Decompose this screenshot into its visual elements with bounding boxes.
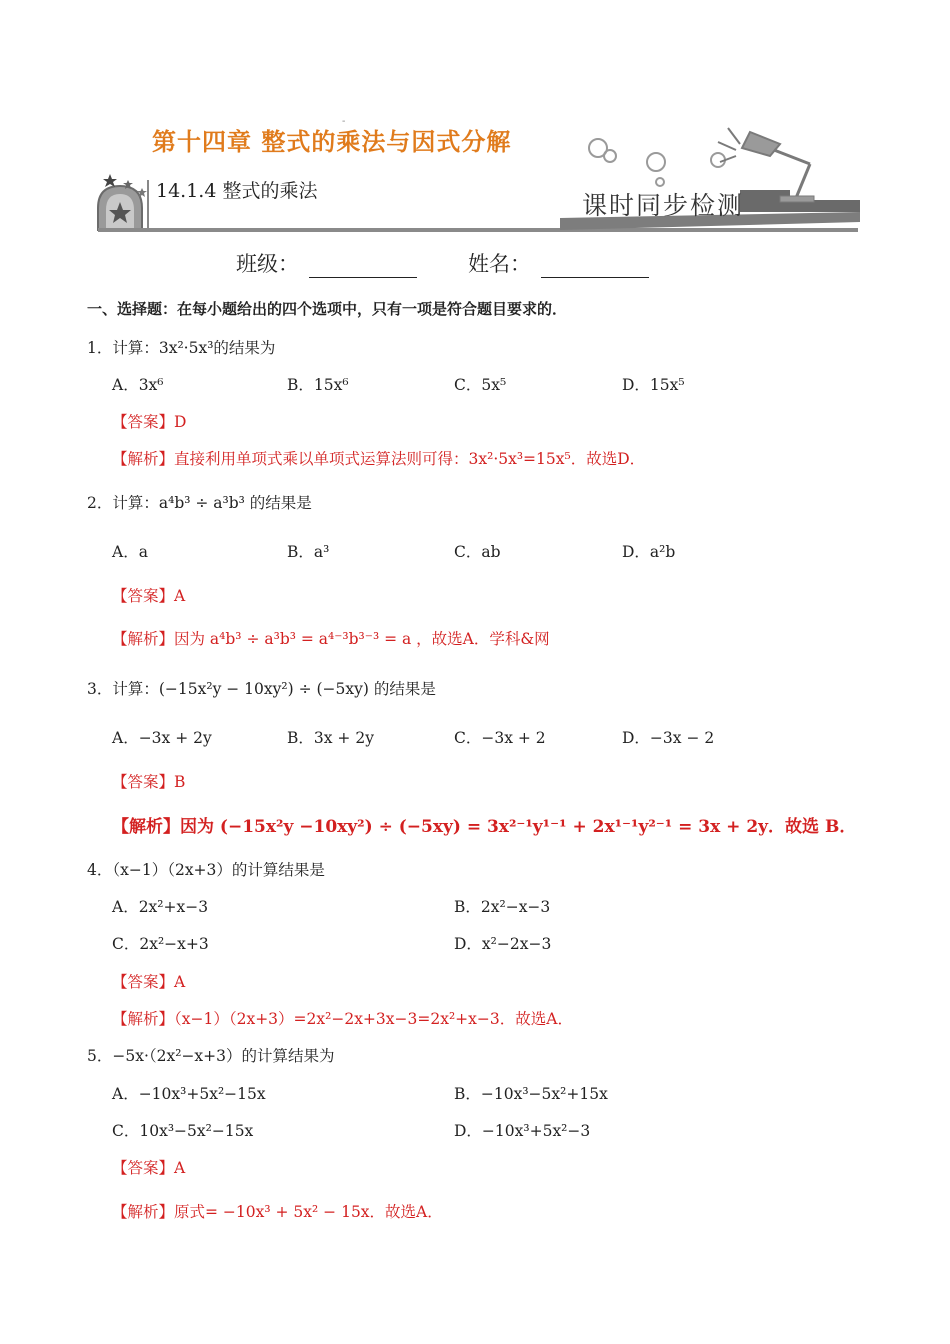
question-2-answer: 【答案】A — [112, 587, 186, 605]
question-2-option-c: C．ab — [454, 543, 501, 561]
chapter-title: 第十四章 整式的乘法与因式分解 — [152, 128, 512, 156]
banner-title: 课时同步检测 — [582, 191, 745, 220]
question-3-option-a: A．−3x + 2y — [112, 729, 212, 747]
question-4-answer: 【答案】A — [112, 973, 186, 991]
header-dot: ‐ — [342, 116, 346, 127]
question-3-analysis: 【解析】因为 (−15x²y −10xy²) ÷ (−5xy) = 3x²⁻¹y¹⁻¹ + 2x¹⁻¹y²⁻¹ = 3x + 2y．故选 B． — [112, 817, 857, 837]
section-instruction: 一、选择题：在每小题给出的四个选项中，只有一项是符合题目要求的． — [87, 300, 568, 318]
question-4-stem: 4．（x−1）（2x+3）的计算结果是 — [87, 861, 325, 879]
question-5-option-b: B．−10x³−5x²+15x — [454, 1085, 608, 1103]
question-3-option-b: B．3x + 2y — [287, 729, 374, 747]
question-2-analysis: 【解析】因为 a⁴b³ ÷ a³b³ = a⁴⁻³b³⁻³ = a ，故选A．学科&网 — [112, 630, 550, 648]
question-5-option-a: A．−10x³+5x²−15x — [112, 1085, 266, 1103]
question-5-answer: 【答案】A — [112, 1159, 186, 1177]
question-5-stem: 5．−5x·（2x²−x+3）的计算结果为 — [87, 1047, 335, 1065]
question-5-analysis: 【解析】原式= −10x³ + 5x² − 15x．故选A． — [112, 1203, 443, 1221]
bubbles-icon — [589, 139, 725, 186]
question-1-stem: 1．计算：3x²·5x³的结果为 — [87, 339, 276, 357]
question-1-option-a: A．3x⁶ — [112, 376, 164, 394]
question-5-option-c: C．10x³−5x²−15x — [112, 1122, 254, 1140]
question-4-analysis: 【解析】（x−1）（2x+3）=2x²−2x+3x−3=2x²+x−3．故选A． — [112, 1010, 573, 1028]
question-4-option-b: B．2x²−x−3 — [454, 898, 551, 916]
question-1-option-d: D．15x⁵ — [622, 376, 685, 394]
question-3-option-d: D．−3x − 2 — [622, 729, 715, 747]
question-2-option-a: A．a — [112, 543, 148, 561]
question-1-option-c: C．5x⁵ — [454, 376, 507, 394]
class-blank[interactable] — [309, 257, 417, 278]
name-field — [468, 248, 649, 278]
question-2-option-b: B．a³ — [287, 543, 330, 561]
star-badge-icon — [98, 174, 148, 232]
name-label: 姓名： — [468, 252, 531, 276]
question-5-option-d: D．−10x³+5x²−3 — [454, 1122, 591, 1140]
question-2-option-d: D．a²b — [622, 543, 676, 561]
name-blank[interactable] — [541, 257, 649, 278]
question-4-option-a: A．2x²+x−3 — [112, 898, 209, 916]
question-4-option-d: D．x²−2x−3 — [454, 935, 552, 953]
question-1-answer: 【答案】D — [112, 413, 187, 431]
section-title: 14.1.4 整式的乘法 — [156, 180, 318, 202]
question-3-option-c: C．−3x + 2 — [454, 729, 546, 747]
class-label: 班级： — [236, 252, 299, 276]
class-field — [236, 248, 417, 278]
question-1-option-b: B．15x⁶ — [287, 376, 349, 394]
question-4-option-c: C．2x²−x+3 — [112, 935, 209, 953]
question-1-analysis: 【解析】直接利用单项式乘以单项式运算法则可得：3x²·5x³=15x⁵．故选D． — [112, 450, 646, 468]
question-3-answer: 【答案】B — [112, 773, 186, 791]
question-2-stem: 2．计算：a⁴b³ ÷ a³b³ 的结果是 — [87, 494, 312, 512]
question-3-stem: 3．计算：(−15x²y − 10xy²) ÷ (−5xy) 的结果是 — [87, 680, 436, 698]
